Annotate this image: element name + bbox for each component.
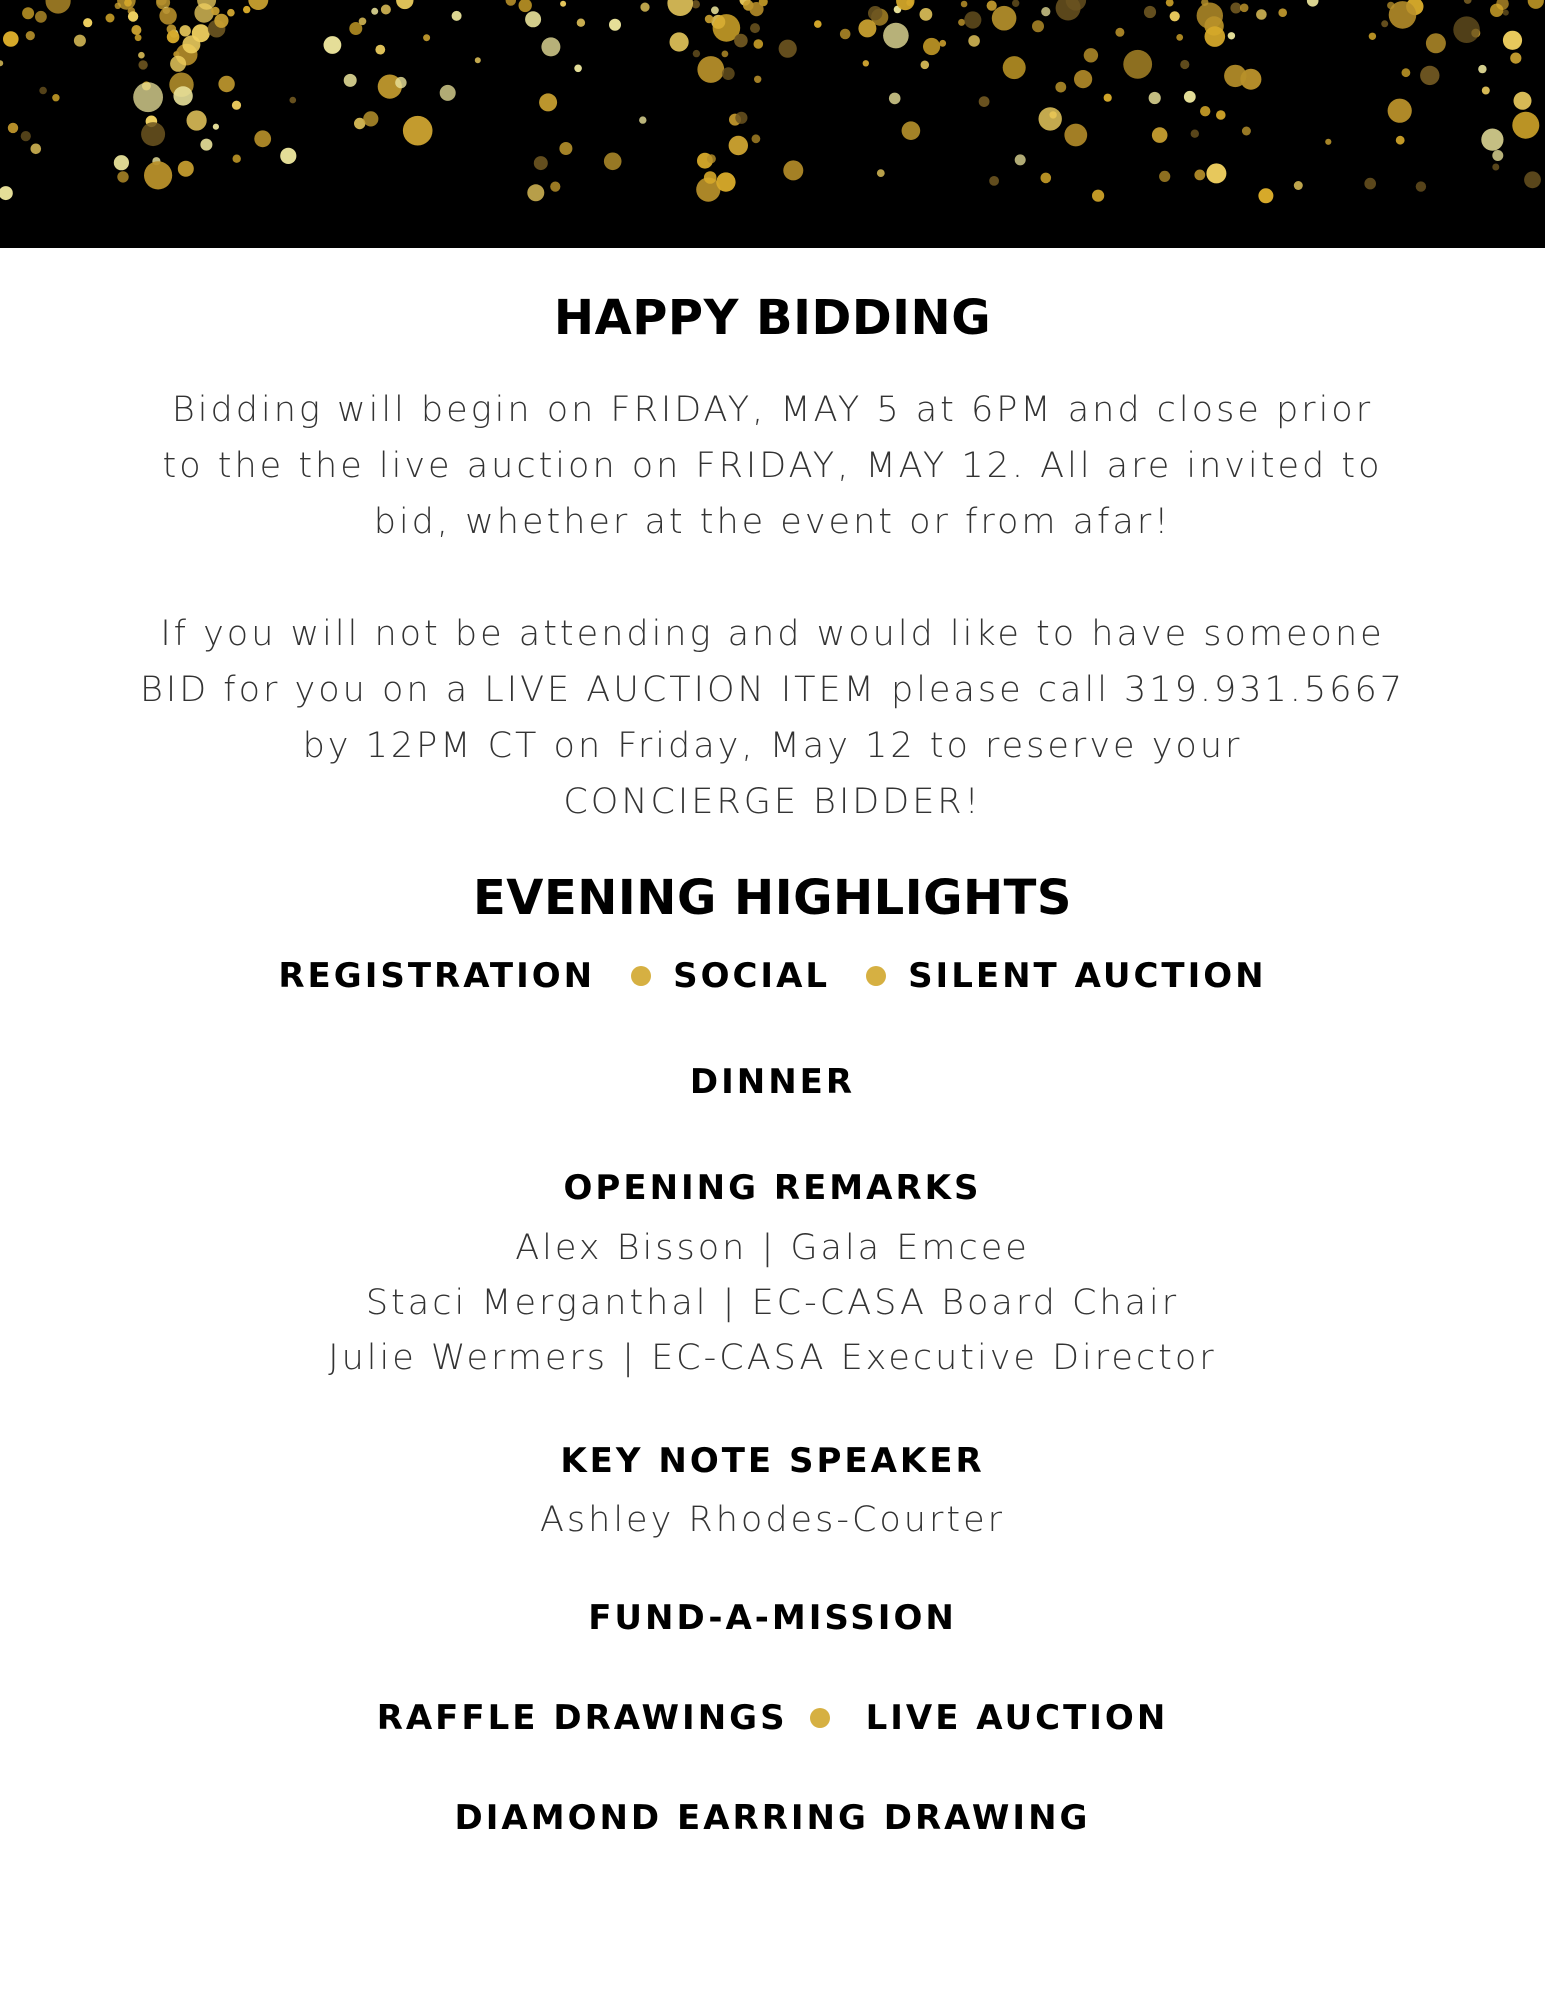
confetti-dot: [192, 24, 210, 42]
confetti-dot: [1416, 181, 1426, 191]
confetti-dot: [1492, 150, 1503, 161]
confetti-dot: [1453, 16, 1480, 43]
confetti-dot: [440, 85, 456, 101]
confetti-dot: [117, 171, 128, 182]
confetti-dot: [525, 11, 541, 27]
confetti-dot: [173, 86, 192, 105]
confetti-dot: [1524, 171, 1541, 188]
confetti-dot: [1490, 4, 1503, 17]
highlight-keynote: KEY NOTE SPEAKER: [560, 1441, 985, 1481]
confetti-dot: [138, 60, 147, 69]
confetti-dot: [1503, 31, 1522, 50]
confetti-dot: [375, 45, 385, 55]
highlight-dinner: DINNER: [689, 1062, 856, 1102]
confetti-dot: [1084, 48, 1098, 62]
confetti-dot: [290, 97, 297, 104]
confetti-dot: [211, 7, 220, 16]
confetti-dot: [1216, 110, 1226, 120]
highlight-raffle-drawings: RAFFLE DRAWINGS: [376, 1698, 788, 1738]
confetti-dot: [133, 82, 163, 112]
highlight-silent-auction: SILENT AUCTION: [908, 956, 1267, 996]
confetti-dot: [214, 14, 228, 28]
confetti-dot: [693, 50, 700, 57]
confetti-dot: [1197, 3, 1223, 29]
confetti-dot: [1180, 60, 1189, 69]
confetti-dot: [958, 19, 965, 26]
confetti-dot: [889, 93, 901, 105]
confetti-dot: [989, 176, 999, 186]
confetti-dot: [31, 144, 42, 155]
confetti-dot: [752, 134, 761, 143]
confetti-dot: [423, 34, 430, 41]
bidding-line: Bidding will begin on FRIDAY, MAY 5 at 6PM and close prior: [171, 390, 1374, 430]
confetti-dot: [1191, 130, 1199, 138]
confetti-dot: [1194, 170, 1205, 181]
confetti-dot: [704, 171, 717, 184]
confetti-dot: [180, 25, 191, 36]
confetti-dot: [1482, 87, 1490, 95]
bidding-line: bid, whether at the event or from afar!: [373, 502, 1172, 542]
confetti-dot: [550, 182, 560, 192]
confetti-dot: [987, 1, 997, 11]
confetti-dot: [1012, 0, 1019, 7]
confetti-dot: [1224, 65, 1246, 87]
confetti-dot: [1240, 4, 1249, 13]
gold-confetti-dots: [0, 0, 1545, 248]
confetti-dot: [344, 74, 357, 87]
speaker-line: Staci Merganthal | EC-CASA Board Chair: [365, 1283, 1180, 1323]
confetti-dot: [707, 154, 716, 163]
confetti-dot: [1420, 66, 1439, 85]
confetti-dot: [1381, 20, 1388, 27]
confetti-dot: [39, 87, 47, 95]
confetti-dot: [396, 0, 413, 9]
confetti-dot: [1159, 171, 1170, 182]
confetti-dot: [1152, 127, 1168, 143]
confetti-dot: [639, 116, 646, 123]
confetti-dot: [324, 36, 342, 54]
confetti-dot: [26, 31, 35, 40]
confetti-dot: [574, 65, 582, 73]
confetti-dot: [1278, 8, 1287, 17]
confetti-dot: [1228, 32, 1235, 39]
confetti-dot: [213, 124, 219, 130]
confetti-dot: [1294, 181, 1303, 190]
confetti-dot: [814, 20, 822, 28]
confetti-dot: [670, 32, 689, 51]
confetti-dot: [52, 94, 59, 101]
highlight-diamond-earring: DIAMOND EARRING DRAWING: [454, 1798, 1091, 1838]
confetti-dot: [534, 156, 548, 170]
confetti-dot: [83, 18, 92, 27]
confetti-dot: [783, 160, 803, 180]
confetti-dot: [902, 121, 921, 140]
confetti-banner: [0, 0, 1545, 248]
confetti-dot: [144, 161, 172, 189]
confetti-dot: [519, 0, 532, 12]
confetti-dot: [858, 19, 876, 37]
confetti-dot: [106, 14, 115, 23]
confetti-dot: [1396, 136, 1405, 145]
confetti-dot: [604, 153, 622, 171]
confetti-dot: [1015, 154, 1026, 165]
confetti-dot: [920, 8, 933, 21]
highlight-social: SOCIAL: [673, 956, 831, 996]
confetti-dot: [141, 122, 165, 146]
confetti-dot: [1364, 178, 1376, 190]
confetti-dot: [1464, 0, 1472, 4]
highlight-registration: REGISTRATION: [278, 956, 596, 996]
confetti-dot: [1166, 0, 1174, 7]
confetti-dot: [138, 52, 145, 59]
confetti-dot: [868, 6, 882, 20]
happy-bidding-title: HAPPY BIDDING: [553, 290, 992, 346]
bidding-line: to the the live auction on FRIDAY, MAY 12. All are invited to: [162, 446, 1383, 486]
confetti-dot: [363, 111, 378, 126]
confetti-dot: [921, 61, 930, 70]
confetti-dot: [1003, 56, 1026, 79]
confetti-dot: [233, 155, 241, 163]
confetti-dot: [159, 7, 176, 24]
confetti-dot: [194, 3, 213, 22]
confetti-dot: [779, 40, 797, 58]
confetti-dot: [979, 96, 990, 107]
evening-highlights-title: EVENING HIGHLIGHTS: [473, 870, 1072, 926]
confetti-dot: [722, 51, 729, 58]
confetti-dot: [35, 11, 47, 23]
confetti-dot: [1205, 26, 1226, 47]
confetti-dot: [22, 7, 34, 19]
confetti-dot: [1032, 20, 1044, 32]
confetti-dot: [705, 15, 714, 24]
bidding-line: CONCIERGE BIDDER!: [563, 782, 982, 822]
highlights-row-raffle: [0, 1698, 1545, 1738]
confetti-dot: [232, 101, 241, 110]
confetti-dot: [964, 11, 981, 28]
confetti-dot: [1074, 70, 1092, 88]
highlight-fund-a-mission: FUND-A-MISSION: [588, 1598, 957, 1638]
confetti-dot: [877, 169, 885, 177]
confetti-dot: [74, 35, 86, 47]
confetti-dot: [640, 3, 649, 12]
confetti-dot: [167, 31, 180, 44]
confetti-dot: [1256, 9, 1267, 20]
confetti-dot: [735, 112, 747, 124]
confetti-dot: [1402, 68, 1411, 77]
confetti-dot: [1307, 0, 1319, 7]
confetti-dot: [0, 186, 13, 200]
confetti-dot: [527, 184, 544, 201]
speaker-line: Alex Bisson | Gala Emcee: [515, 1228, 1030, 1268]
confetti-dot: [883, 23, 909, 49]
confetti-dot: [8, 123, 18, 133]
confetti-dot: [452, 11, 462, 21]
confetti-dot: [227, 9, 235, 17]
confetti-dot: [1104, 94, 1112, 102]
confetti-dot: [1258, 188, 1273, 203]
confetti-dot: [178, 161, 194, 177]
bidding-line: If you will not be attending and would like to have someone: [160, 614, 1385, 654]
confetti-dot: [541, 37, 560, 56]
confetti-dot: [170, 56, 186, 72]
bullet-dot-icon: [810, 1708, 830, 1728]
confetti-dot: [1064, 124, 1087, 147]
confetti-dot: [1176, 34, 1183, 41]
confetti-dot: [1206, 163, 1226, 183]
confetti-dot: [218, 76, 234, 92]
confetti-dot: [577, 19, 585, 27]
confetti-dot: [559, 142, 572, 155]
confetti-dot: [280, 148, 296, 164]
confetti-dot: [248, 0, 268, 10]
confetti-dot: [1389, 1, 1417, 29]
confetti-dot: [1149, 92, 1161, 104]
confetti-dot: [1325, 139, 1331, 145]
confetti-dot: [863, 60, 869, 66]
confetti-dot: [939, 40, 946, 47]
confetti-dot: [1184, 91, 1196, 103]
bidding-paragraph-1: [120, 382, 1425, 550]
bidding-line: BID for you on a LIVE AUCTION ITEM please call 319.931.5667: [139, 670, 1405, 710]
speaker-line: Julie Wermers | EC-CASA Executive Director: [328, 1338, 1217, 1378]
confetti-dot: [243, 6, 250, 13]
confetti-dot: [1514, 92, 1532, 110]
confetti-dot: [749, 2, 763, 16]
highlight-opening-remarks: OPENING REMARKS: [563, 1168, 982, 1208]
opening-remarks-speakers: [0, 1221, 1545, 1386]
confetti-dot: [729, 136, 748, 155]
keynote-speaker-name: Ashley Rhodes-Courter: [539, 1500, 1006, 1540]
confetti-dot: [114, 155, 129, 170]
confetti-dot: [506, 0, 516, 6]
confetti-dot: [187, 110, 207, 130]
confetti-dot: [0, 60, 3, 66]
confetti-dot: [722, 67, 735, 80]
confetti-dot: [254, 130, 271, 147]
confetti-dot: [1123, 50, 1152, 79]
confetti-dot: [381, 5, 391, 15]
confetti-dot: [1369, 33, 1376, 40]
confetti-dot: [1230, 3, 1241, 14]
confetti-dot: [1039, 107, 1062, 130]
confetti-dot: [200, 139, 212, 151]
confetti-dot: [667, 0, 693, 16]
confetti-dot: [1503, 10, 1509, 16]
bidding-paragraph-2: [120, 606, 1425, 830]
confetti-dot: [131, 25, 141, 35]
highlights-row-registration: [0, 956, 1545, 996]
bullet-dot-icon: [866, 966, 886, 986]
confetti-dot: [716, 172, 735, 191]
confetti-dot: [1426, 33, 1446, 53]
confetti-dot: [609, 19, 621, 31]
confetti-dot: [403, 116, 433, 146]
confetti-dot: [923, 38, 940, 55]
confetti-dot: [697, 56, 724, 83]
confetti-dot: [1510, 53, 1521, 64]
confetti-dot: [750, 23, 760, 33]
confetti-dot: [734, 34, 748, 48]
confetti-dot: [1092, 190, 1104, 202]
confetti-dot: [968, 35, 980, 47]
confetti-dot: [1200, 106, 1210, 116]
confetti-dot: [395, 77, 406, 88]
confetti-dot: [371, 8, 378, 15]
confetti-dot: [1144, 6, 1156, 18]
confetti-dot: [475, 57, 481, 63]
confetti-dot: [840, 29, 851, 40]
confetti-dot: [1388, 99, 1412, 123]
confetti-dot: [754, 39, 764, 49]
confetti-dot: [135, 34, 142, 41]
confetti-dot: [1512, 112, 1539, 139]
confetti-dot: [359, 18, 367, 26]
confetti-dot: [1041, 173, 1052, 184]
confetti-dot: [539, 93, 557, 111]
confetti-dot: [1115, 28, 1124, 37]
confetti-dot: [1055, 82, 1066, 93]
confetti-dot: [46, 0, 71, 14]
confetti-dot: [1481, 129, 1503, 151]
confetti-dot: [992, 6, 1017, 31]
confetti-dot: [1478, 65, 1486, 73]
confetti-dot: [1492, 164, 1499, 171]
confetti-dot: [961, 1, 968, 8]
confetti-dot: [115, 3, 121, 9]
highlight-live-auction: LIVE AUCTION: [865, 1698, 1169, 1738]
confetti-dot: [21, 131, 31, 141]
confetti-dot: [560, 1, 566, 7]
confetti-dot: [1170, 11, 1180, 21]
confetti-dot: [3, 31, 19, 47]
bullet-dot-icon: [631, 966, 651, 986]
confetti-dot: [1528, 0, 1544, 9]
confetti-dot: [754, 76, 761, 83]
confetti-dot: [128, 11, 138, 21]
bidding-line: by 12PM CT on Friday, May 12 to reserve your: [302, 726, 1243, 766]
confetti-dot: [711, 6, 719, 14]
confetti-dot: [1242, 127, 1251, 136]
confetti-dot: [1041, 7, 1050, 16]
